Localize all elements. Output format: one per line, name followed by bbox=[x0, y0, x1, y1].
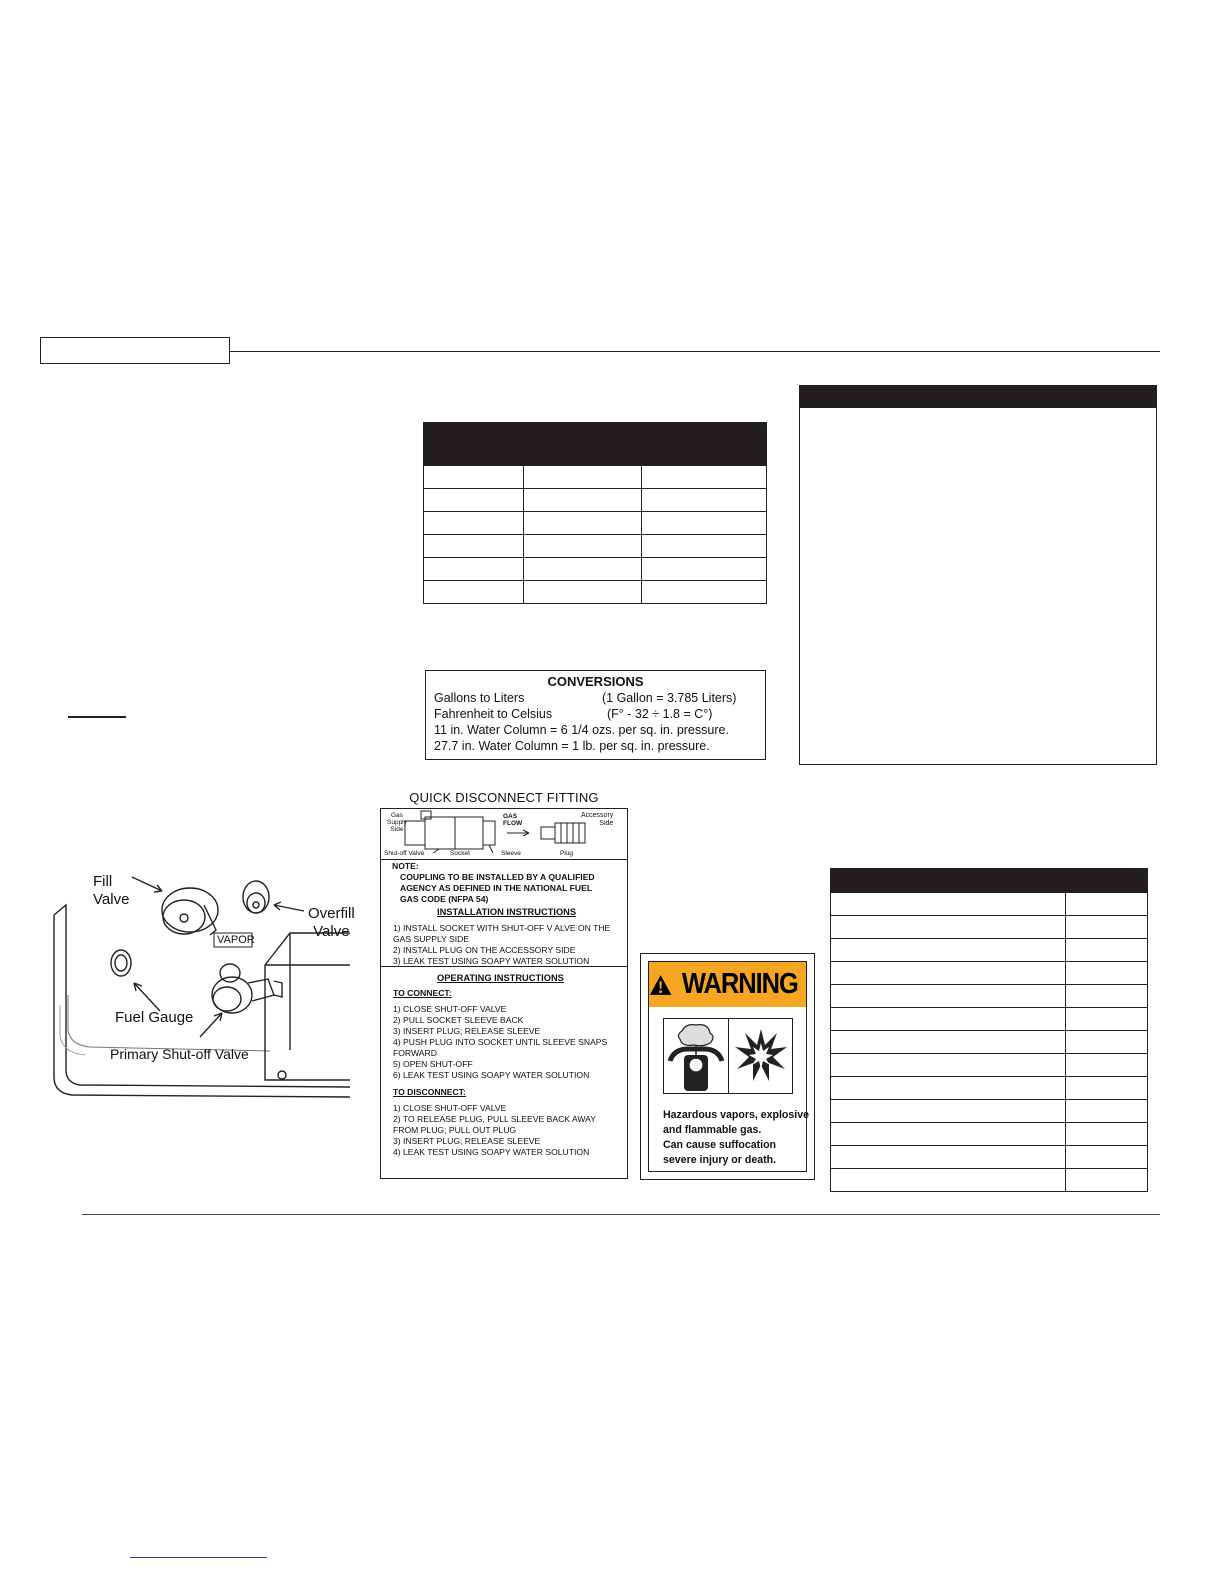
hazard-pictograms bbox=[663, 1018, 793, 1094]
conversion-label: Fahrenheit to Celsius bbox=[434, 707, 553, 721]
table-cell bbox=[642, 558, 767, 581]
section-header-tab bbox=[40, 337, 230, 364]
column-header bbox=[642, 423, 767, 466]
divider bbox=[381, 966, 627, 967]
table-cell bbox=[524, 581, 642, 604]
footer-rule bbox=[82, 1214, 1160, 1215]
quick-disconnect-title: QUICK DISCONNECT FITTING bbox=[409, 790, 599, 805]
table-row bbox=[831, 893, 1148, 916]
install-step: GAS SUPPLY SIDE bbox=[393, 934, 470, 944]
connect-heading: TO CONNECT: bbox=[393, 988, 452, 998]
conversion-label: Gallons to Liters bbox=[434, 691, 525, 705]
table-cell bbox=[642, 466, 767, 489]
table-cell bbox=[831, 1146, 1066, 1169]
table-row bbox=[424, 581, 767, 604]
table-cell bbox=[424, 466, 524, 489]
disconnect-step: 2) TO RELEASE PLUG, PULL SLEEVE BACK AWAY bbox=[393, 1114, 596, 1124]
warning-message-line: severe injury or death. bbox=[663, 1154, 777, 1166]
vapor-label: VAPOR bbox=[217, 934, 255, 946]
table-row bbox=[831, 1123, 1148, 1146]
table-cell bbox=[831, 1008, 1066, 1031]
conversion-row bbox=[426, 707, 765, 723]
specification-table bbox=[830, 868, 1148, 1192]
gas-flow-label: GAS FLOW bbox=[503, 813, 523, 827]
table-row bbox=[831, 962, 1148, 985]
table-row bbox=[831, 1008, 1148, 1031]
info-panel-header bbox=[800, 386, 1156, 408]
fill-valve-label: Fill Valve bbox=[93, 873, 130, 908]
suffocation-hazard-icon bbox=[664, 1019, 728, 1093]
warning-label bbox=[640, 953, 815, 1180]
table-row bbox=[831, 939, 1148, 962]
tank-valve-diagram bbox=[50, 855, 355, 1100]
table-cell bbox=[831, 1169, 1066, 1192]
plug-label: Plug bbox=[560, 850, 574, 857]
table-cell bbox=[1066, 1100, 1148, 1123]
note-line: AGENCY AS DEFINED IN THE NATIONAL FUEL bbox=[400, 883, 593, 893]
info-panel bbox=[799, 385, 1157, 765]
overfill-valve-label: Overfill Valve bbox=[308, 905, 355, 940]
install-step: 2) INSTALL PLUG ON THE ACCESSORY SIDE bbox=[393, 945, 576, 955]
connect-step: 1) CLOSE SHUT-OFF VALVE bbox=[393, 1004, 507, 1014]
table-row bbox=[424, 512, 767, 535]
table-cell bbox=[1066, 985, 1148, 1008]
table-row bbox=[831, 916, 1148, 939]
note-underline bbox=[68, 716, 126, 718]
table-row bbox=[424, 466, 767, 489]
install-step: 3) LEAK TEST USING SOAPY WATER SOLUTION bbox=[393, 956, 590, 966]
gas-supply-side-label: Gas Supply Side bbox=[387, 812, 407, 833]
connect-step: 6) LEAK TEST USING SOAPY WATER SOLUTION bbox=[393, 1070, 590, 1080]
table-row bbox=[831, 1169, 1148, 1192]
shutoff-valve-label: Shut-off Valve bbox=[384, 850, 425, 857]
footer-link-underline bbox=[130, 1557, 267, 1558]
table-cell bbox=[831, 1054, 1066, 1077]
connect-step: 2) PULL SOCKET SLEEVE BACK bbox=[393, 1015, 524, 1025]
table-row bbox=[831, 1054, 1148, 1077]
connect-step: FORWARD bbox=[393, 1048, 437, 1058]
capacity-table-header bbox=[424, 423, 767, 466]
table-cell bbox=[424, 489, 524, 512]
warning-message-line: Can cause suffocation bbox=[663, 1139, 777, 1151]
table-cell bbox=[831, 1031, 1066, 1054]
table-row bbox=[831, 1077, 1148, 1100]
table-cell bbox=[642, 489, 767, 512]
conversion-formula: (1 Gallon = 3.785 Liters) bbox=[602, 691, 737, 705]
explosion-hazard-icon bbox=[728, 1019, 793, 1093]
table-cell bbox=[1066, 916, 1148, 939]
table-row bbox=[424, 558, 767, 581]
table-cell bbox=[1066, 1054, 1148, 1077]
table-cell bbox=[1066, 1123, 1148, 1146]
conversion-label: 27.7 in. Water Column = 1 lb. per sq. in. pressure. bbox=[434, 739, 710, 753]
fuel-gauge-label: Fuel Gauge bbox=[115, 1009, 194, 1026]
table-row bbox=[424, 535, 767, 558]
operating-heading: OPERATING INSTRUCTIONS bbox=[437, 973, 564, 983]
warning-message-line: and flammable gas. bbox=[663, 1124, 762, 1136]
installation-heading: INSTALLATION INSTRUCTIONS bbox=[437, 907, 577, 917]
conversion-formula: (F° - 32 ÷ 1.8 = C°) bbox=[607, 707, 713, 721]
table-cell bbox=[524, 535, 642, 558]
column-header bbox=[1066, 869, 1148, 893]
disconnect-step: FROM PLUG; PULL OUT PLUG bbox=[393, 1125, 517, 1135]
table-cell bbox=[1066, 1031, 1148, 1054]
table-cell bbox=[1066, 1146, 1148, 1169]
accessory-side-label: Accessory Side bbox=[581, 812, 614, 827]
table-cell bbox=[524, 512, 642, 535]
table-cell bbox=[642, 535, 767, 558]
table-cell bbox=[831, 939, 1066, 962]
table-cell bbox=[1066, 1169, 1148, 1192]
table-cell bbox=[831, 916, 1066, 939]
note-line: GAS CODE (NFPA 54) bbox=[400, 894, 489, 904]
primary-shutoff-label: Primary Shut-off Valve bbox=[110, 1046, 249, 1062]
disconnect-step: 1) CLOSE SHUT-OFF VALVE bbox=[393, 1103, 507, 1113]
column-header bbox=[524, 423, 642, 466]
table-cell bbox=[524, 489, 642, 512]
table-row bbox=[831, 1146, 1148, 1169]
disconnect-heading: TO DISCONNECT: bbox=[393, 1087, 466, 1097]
table-cell bbox=[424, 558, 524, 581]
column-header bbox=[831, 869, 1066, 893]
table-cell bbox=[642, 512, 767, 535]
table-cell bbox=[1066, 1077, 1148, 1100]
warning-signal-band bbox=[649, 962, 806, 1007]
table-cell bbox=[1066, 1008, 1148, 1031]
table-cell bbox=[424, 512, 524, 535]
table-row bbox=[831, 1100, 1148, 1123]
table-cell bbox=[831, 893, 1066, 916]
connect-step: 5) OPEN SHUT-OFF bbox=[393, 1059, 473, 1069]
note-heading: NOTE: bbox=[392, 861, 419, 871]
column-header bbox=[424, 423, 524, 466]
note-line: COUPLING TO BE INSTALLED BY A QUALIFIED bbox=[400, 872, 595, 882]
install-step: 1) INSTALL SOCKET WITH SHUT-OFF V ALVE ON THE bbox=[393, 923, 611, 933]
table-cell bbox=[831, 985, 1066, 1008]
table-cell bbox=[1066, 939, 1148, 962]
table-cell bbox=[831, 1077, 1066, 1100]
table-cell bbox=[831, 1100, 1066, 1123]
conversion-row bbox=[426, 739, 765, 755]
divider bbox=[381, 859, 627, 860]
table-cell bbox=[642, 581, 767, 604]
warning-message-line: Hazardous vapors, explosive bbox=[663, 1109, 810, 1121]
conversion-row bbox=[426, 723, 765, 739]
table-cell bbox=[424, 581, 524, 604]
table-cell bbox=[1066, 893, 1148, 916]
connect-step: 3) INSERT PLUG; RELEASE SLEEVE bbox=[393, 1026, 541, 1036]
table-cell bbox=[1066, 962, 1148, 985]
table-cell bbox=[831, 962, 1066, 985]
conversions-title: CONVERSIONS bbox=[547, 674, 644, 689]
disconnect-step: 3) INSERT PLUG; RELEASE SLEEVE bbox=[393, 1136, 541, 1146]
quick-disconnect-instructions bbox=[380, 808, 628, 1179]
conversion-row bbox=[426, 691, 765, 707]
socket-label: Socket bbox=[450, 850, 470, 857]
conversions-box bbox=[425, 670, 766, 760]
capacity-table bbox=[423, 422, 767, 604]
table-row bbox=[424, 489, 767, 512]
table-cell bbox=[424, 535, 524, 558]
table-cell bbox=[524, 558, 642, 581]
table-cell bbox=[524, 466, 642, 489]
conversion-label: 11 in. Water Column = 6 1/4 ozs. per sq. in. pressure. bbox=[434, 723, 729, 737]
warning-message bbox=[663, 1108, 813, 1168]
connect-step: 4) PUSH PLUG INTO SOCKET UNTIL SLEEVE SNAPS bbox=[393, 1037, 608, 1047]
warning-signal-word: WARNING bbox=[682, 968, 799, 1000]
header-rule bbox=[230, 351, 1160, 352]
warning-triangle-icon bbox=[649, 973, 672, 997]
table-cell bbox=[831, 1123, 1066, 1146]
specification-table-header bbox=[831, 869, 1148, 893]
table-row bbox=[831, 1031, 1148, 1054]
disconnect-step: 4) LEAK TEST USING SOAPY WATER SOLUTION bbox=[393, 1147, 590, 1157]
sleeve-label: Sleeve bbox=[501, 850, 521, 857]
table-row bbox=[831, 985, 1148, 1008]
warning-label-frame bbox=[648, 961, 810, 1172]
